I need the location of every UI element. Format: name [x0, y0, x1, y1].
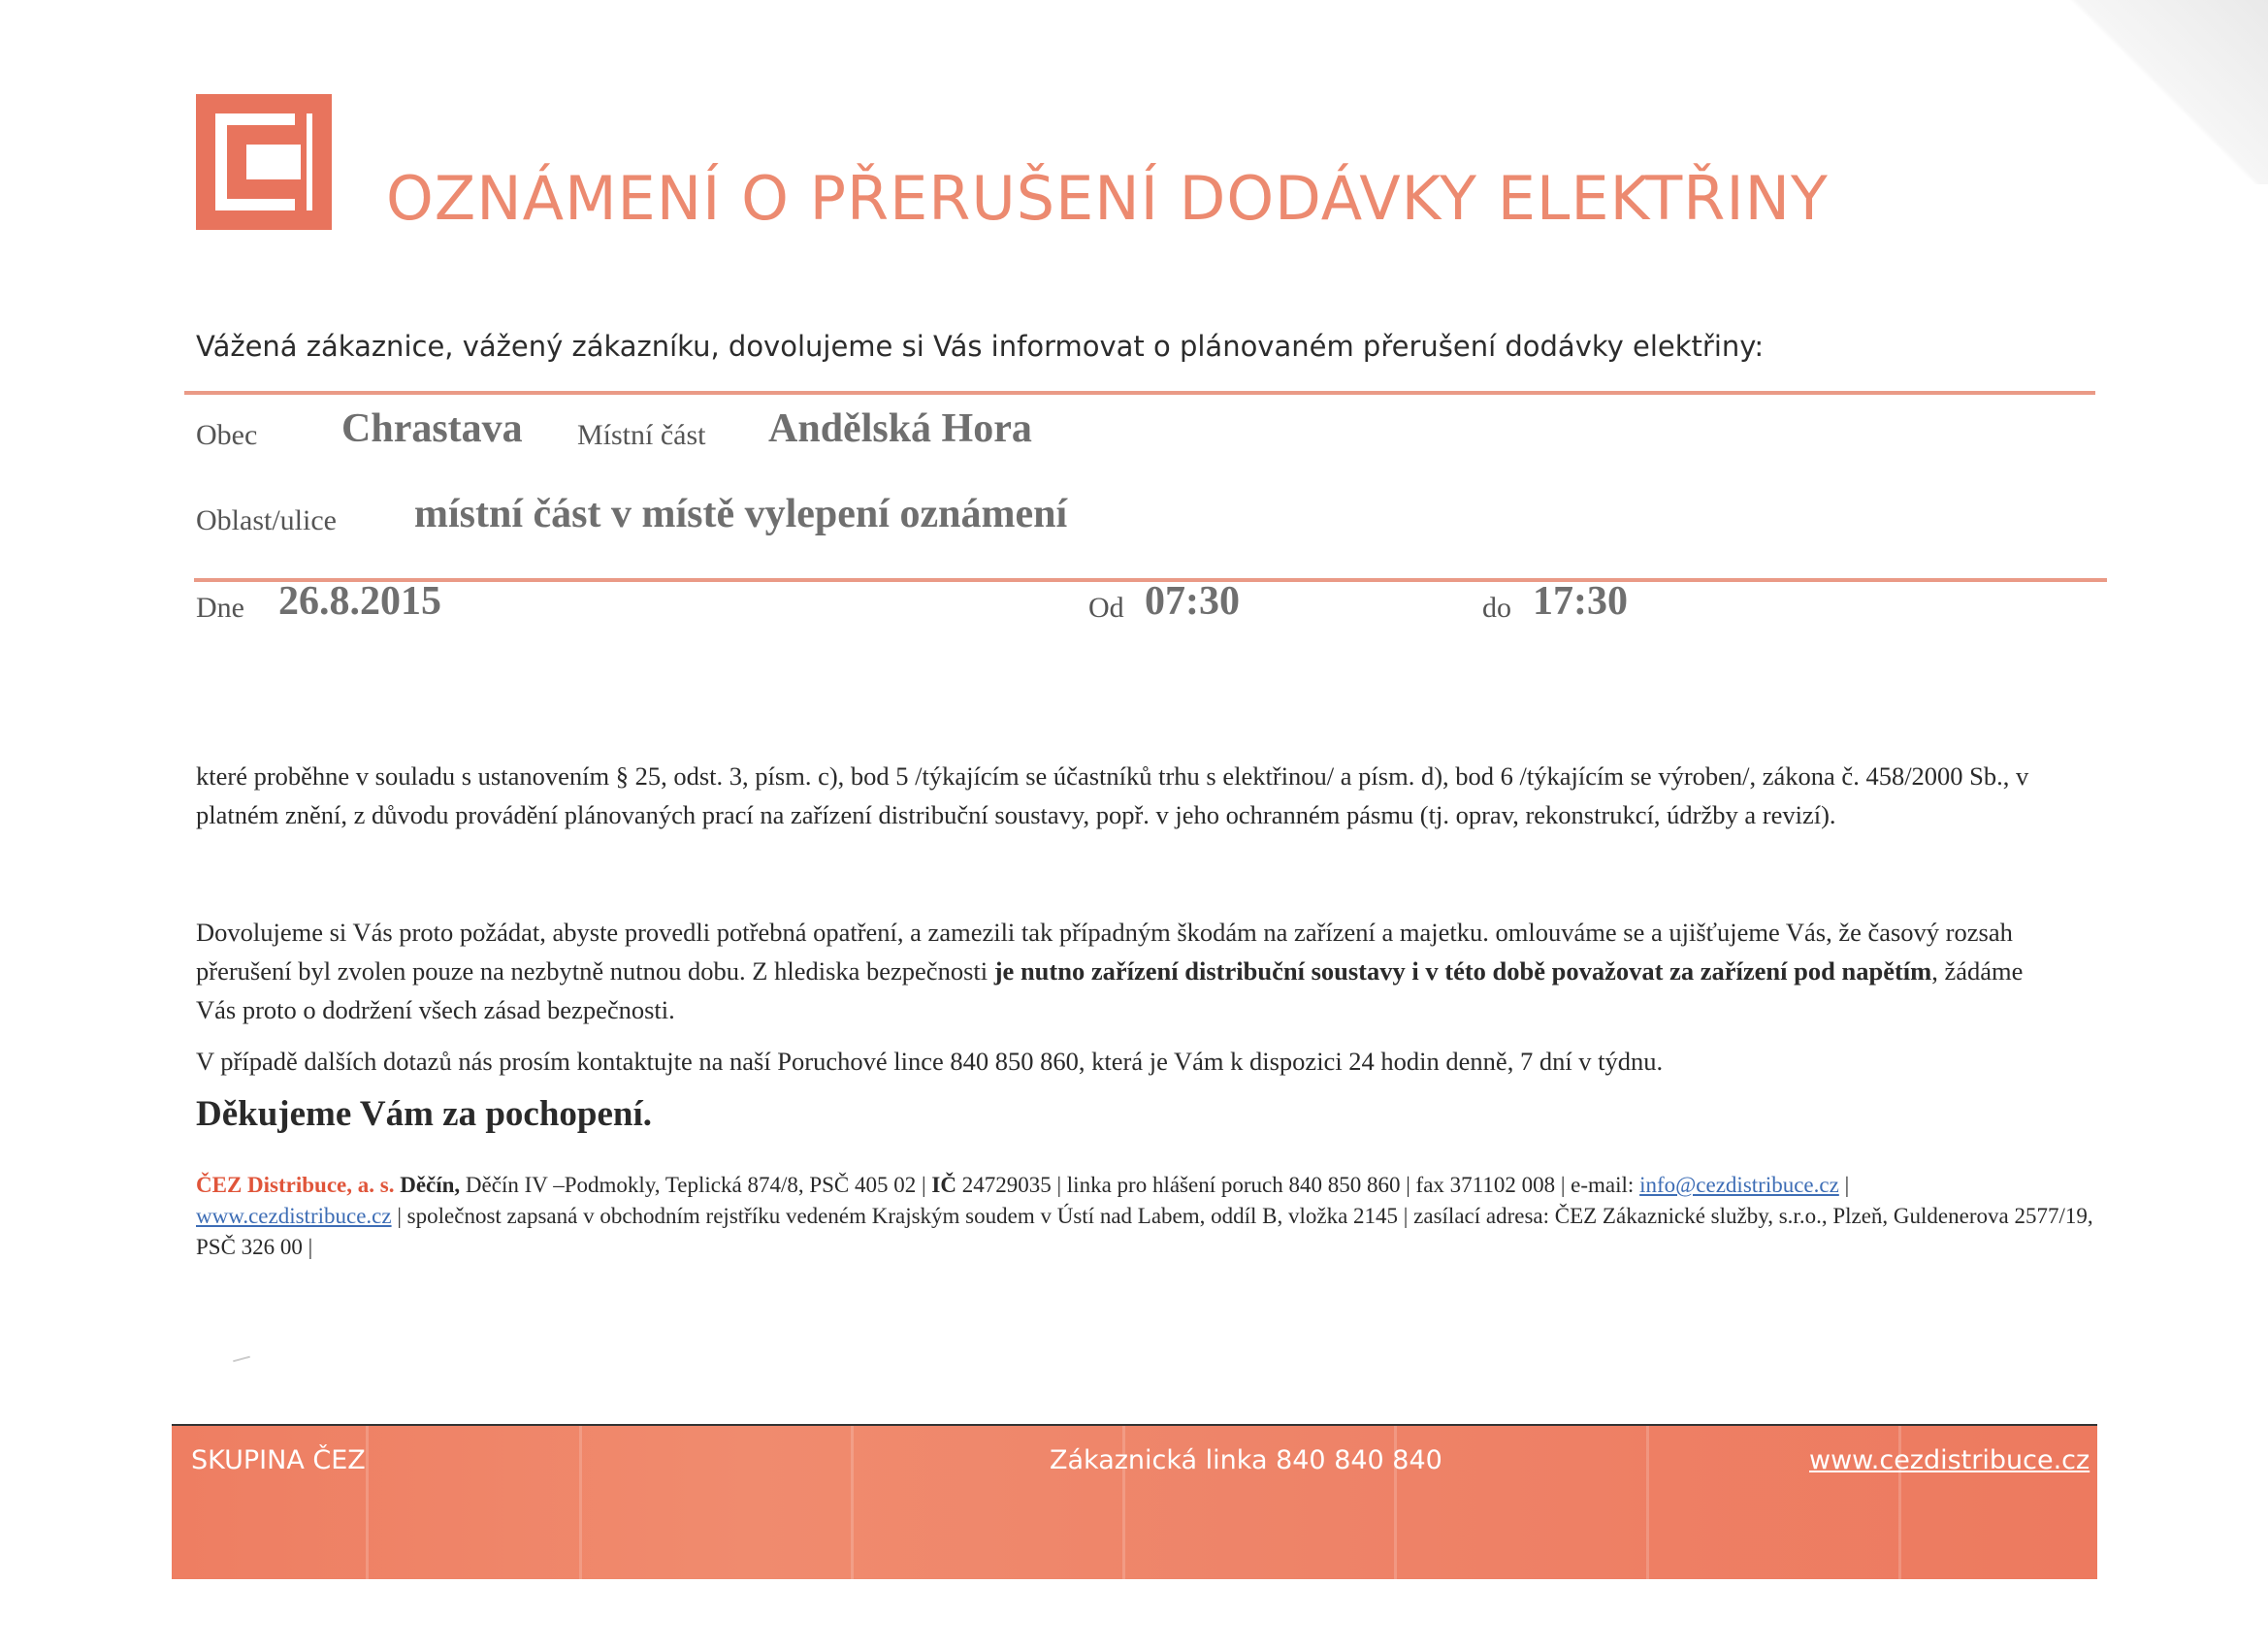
- company-contacts: 24729035 | linka pro hlášení poruch 840 850 860 | fax 371102 008 | e-mail:: [956, 1173, 1640, 1197]
- separator: |: [1838, 1173, 1850, 1197]
- mistni-cast-value: Andělská Hora: [768, 406, 1032, 451]
- email-link[interactable]: info@cezdistribuce.cz: [1639, 1173, 1839, 1197]
- oblast-value: místní část v místě vylepení oznámení: [414, 492, 1068, 536]
- body-paragraph-1: které proběhne v souladu s ustanovením § 25, odst. 3, písm. c), bod 5 /týkajícím se účastníků trhu s elektřinou/ a písm. d), bod 6 /týkajícím se výroben/, zákona č. 458/2000 Sb., v platném znění, z důvodu provádění plánovaných prací na zařízení distribuční soustavy, popř. v jeho ochranném pásmu (tj. oprav, rekonstrukcí, údržby a revizí).: [196, 761, 2029, 829]
- od-value: 07:30: [1145, 579, 1240, 624]
- intro-text: Vážená zákaznice, vážený zákazníku, dovolujeme si Vás informovat o plánovaném přerušení dodávky elektřiny:: [196, 330, 1765, 363]
- page-corner-fold: [2055, 0, 2268, 184]
- mistni-cast-label: Místní část: [577, 419, 706, 451]
- obec-value: Chrastava: [341, 406, 523, 451]
- company-address: Děčín IV –Podmokly, Teplická 874/8, PSČ 405 02 |: [460, 1173, 932, 1197]
- body-paragraph-2: [196, 913, 2039, 1029]
- body-paragraph-2-bold: je nutno zařízení distribuční soustavy i v této době považovat za zařízení pod napětím: [993, 956, 1932, 986]
- page-title: OZNÁMENÍ O PŘERUŠENÍ DODÁVKY ELEKTŘINY: [386, 163, 1829, 234]
- company-info: [196, 1170, 2097, 1263]
- oblast-label: Oblast/ulice: [196, 504, 337, 536]
- banner-hotline: Zákaznická linka 840 840 840: [1050, 1445, 1442, 1475]
- dne-value: 26.8.2015: [278, 579, 441, 624]
- thanks-text: Děkujeme Vám za pochopení.: [196, 1094, 653, 1134]
- obec-label: Obec: [196, 419, 258, 451]
- web-link[interactable]: www.cezdistribuce.cz: [196, 1204, 392, 1228]
- od-label: Od: [1088, 592, 1124, 624]
- cez-logo: [196, 94, 332, 230]
- do-value: 17:30: [1533, 579, 1628, 624]
- company-register: | společnost zapsaná v obchodním rejstříku vedeném Krajským soudem v Ústí nad Labem, oddíl B, vložka 2145 | zasílací adresa: ČEZ Zákaznické služby, s.r.o., Plzeň, Guldenerova 2577/19, PSČ 326 00 |: [196, 1204, 2093, 1259]
- body-paragraph-2-end: , žádáme Vás proto o dodržení všech zásad bezpečnosti.: [196, 956, 2024, 1024]
- body-paragraph-2-start: Dovolujeme si Vás proto požádat, abyste provedli potřebná opatření, a zamezili tak případným škodám na zařízení a majetku. omlouváme se a ujišťujeme Vás, že časový rozsah přerušení byl zvolen pouze na nezbytně nutnou dobu. Z hlediska bezpečnosti: [196, 918, 2013, 986]
- company-name: ČEZ Distribuce, a. s.: [196, 1173, 395, 1197]
- body-paragraph-3: V případě dalších dotazů nás prosím kontaktujte na naší Poruchové lince 840 850 860, která je Vám k dispozici 24 hodin denně, 7 dní v týdnu.: [196, 1047, 1664, 1076]
- divider-top: [184, 391, 2095, 395]
- footer-banner: [172, 1424, 2097, 1579]
- scan-speck: [233, 1356, 250, 1363]
- do-label: do: [1482, 592, 1511, 624]
- dne-label: Dne: [196, 592, 244, 624]
- banner-web-link[interactable]: www.cezdistribuce.cz: [1809, 1445, 2090, 1475]
- banner-group-label: SKUPINA ČEZ: [191, 1445, 366, 1475]
- ic-label: IČ: [931, 1173, 956, 1197]
- company-city: Děčín,: [400, 1173, 461, 1197]
